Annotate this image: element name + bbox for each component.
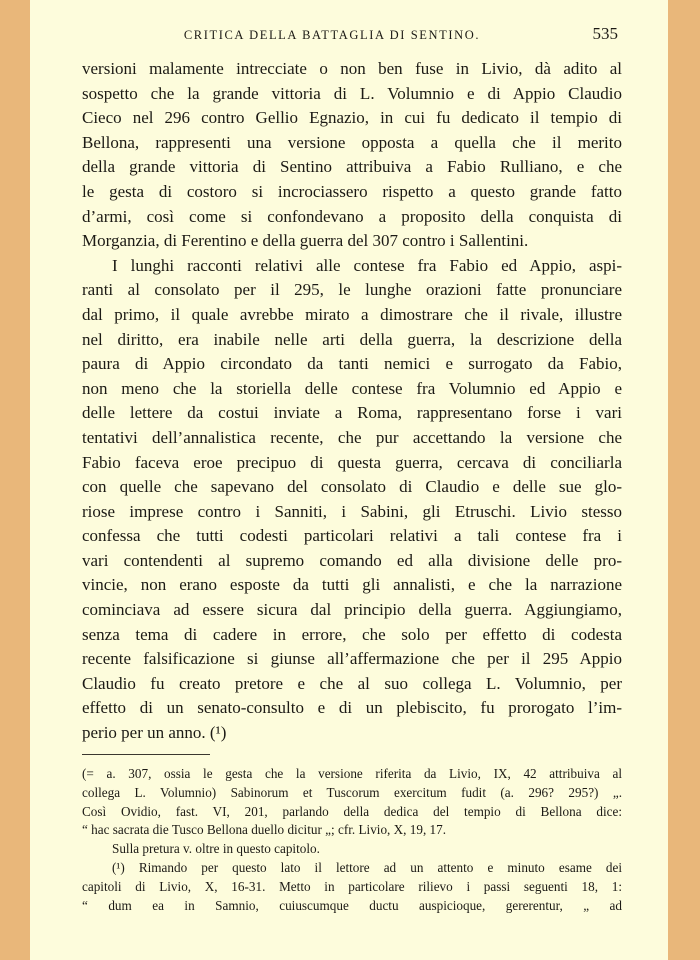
body-line: sospetto che la grande vittoria di L. Volumnio e di Appio Claudio [82,83,622,103]
footnote-line: “ hac sacrata die Tusco Bellona duello dicitur „; cfr. Livio, X, 19, 17. [82,822,447,838]
body-line: tentativi dell’annalistica recente, che pur accettando la versione che [82,427,622,447]
body-line: riose imprese contro i Sanniti, i Sabini, gli Etruschi. Livio stesso [82,501,622,521]
body-line: Bellona, rappresenti una versione opposta a quella che il merito [82,132,622,152]
body-line: vari contendenti al supremo comando ed alla divisione delle pro- [82,550,622,570]
body-line: Claudio fu creato pretore e che al suo collega L. Volumnio, per [82,673,622,693]
body-line: dal primo, il quale avrebbe mirato a dimostrare che il rivale, illustre [82,304,622,324]
body-line: versioni malamente intrecciate o non ben fuse in Livio, dà adito al [82,59,622,78]
footnote-line: (¹) Rimando per questo lato il lettore ad un attento e minuto esame dei [112,859,622,875]
body-line: delle lettere da costui inviate a Roma, rappresentano forse i vari [82,403,622,423]
footnote-line: capitoli di Livio, X, 16-31. Metto in particolare rilievo i passi seguenti 18, 1: [82,878,622,894]
body-line: confessa che tutti codesti particolari relativi a tali contese fra i [82,526,622,546]
footnote-line: Così Ovidio, fast. VI, 201, parlando della dedica del tempio di Bellona dice: [82,803,622,819]
body-line: della grande vittoria di Sentino attribuiva a Fabio Rulliano, e che [82,157,622,177]
running-title: CRITICA DELLA BATTAGLIA DI SENTINO. [183,28,481,42]
body-line: le gesta di costoro si incrociassero rispetto a questo grande fatto [82,181,622,201]
body-line: d’armi, così come si confondevano a proposito della conquista di [82,206,622,226]
running-head [30,24,668,46]
body-line: con quelle che sapevano del consolato di Claudio e delle sue glo- [82,477,622,497]
book-page [30,0,668,960]
body-line: recente falsificazione si giunse all’affermazione che per il 295 Appio [82,649,622,669]
body-line: Fabio faceva eroe precipuo di questa guerra, cercava di conciliarla [82,452,622,472]
footnote-line: “ dum ea in Samnio, cuiuscumque ductu auspicioque, gererentur, „ ad [82,897,622,913]
body-line: non meno che la storiella delle contese fra Volumnio ed Appio e [82,378,622,398]
body-line: I lunghi racconti relativi alle contese fra Fabio ed Appio, aspi- [112,255,622,275]
body-line: ranti al consolato per il 295, le lunghe orazioni fatte pronunciare [82,280,622,300]
footnote-line: collega L. Volumnio) Sabinorum et Tuscorum exercitum fudit (a. 296? 295?) „. [82,784,622,800]
body-line: Cieco nel 296 contro Gellio Egnazio, in cui fu dedicato il tempio di [82,108,622,128]
body-line: Morganzia, di Ferentino e della guerra del 307 contro i Sallentini. [82,231,529,251]
body-line: senza tema di cadere in errore, che solo per effetto di codesta [82,624,622,644]
footnotes [82,765,622,915]
body-line: perio per un anno. (¹) [82,723,227,743]
footnote-divider [82,754,210,755]
page-number: 535 [592,24,618,43]
footnote-line: (= a. 307, ossia le gesta che la versione riferita da Livio, IX, 42 attribuiva al [82,766,622,781]
body-line: paura di Appio circondato da tanti nemici e surrogato da Fabio, [82,354,622,374]
footnote-line: Sulla pretura v. oltre in questo capitolo. [112,841,320,857]
body-line: cominciava ad essere sicura dal principio della guerra. Aggiungiamo, [82,600,622,620]
body-line: nel diritto, era inabile nelle arti della guerra, la descrizione della [82,329,622,349]
body-text [82,57,622,746]
body-line: effetto di un senato-consulto e di un plebiscito, fu prorogato l’im- [82,698,622,718]
body-line: vincie, non erano esposte da tutti gli annalisti, e che la narrazione [82,575,622,595]
